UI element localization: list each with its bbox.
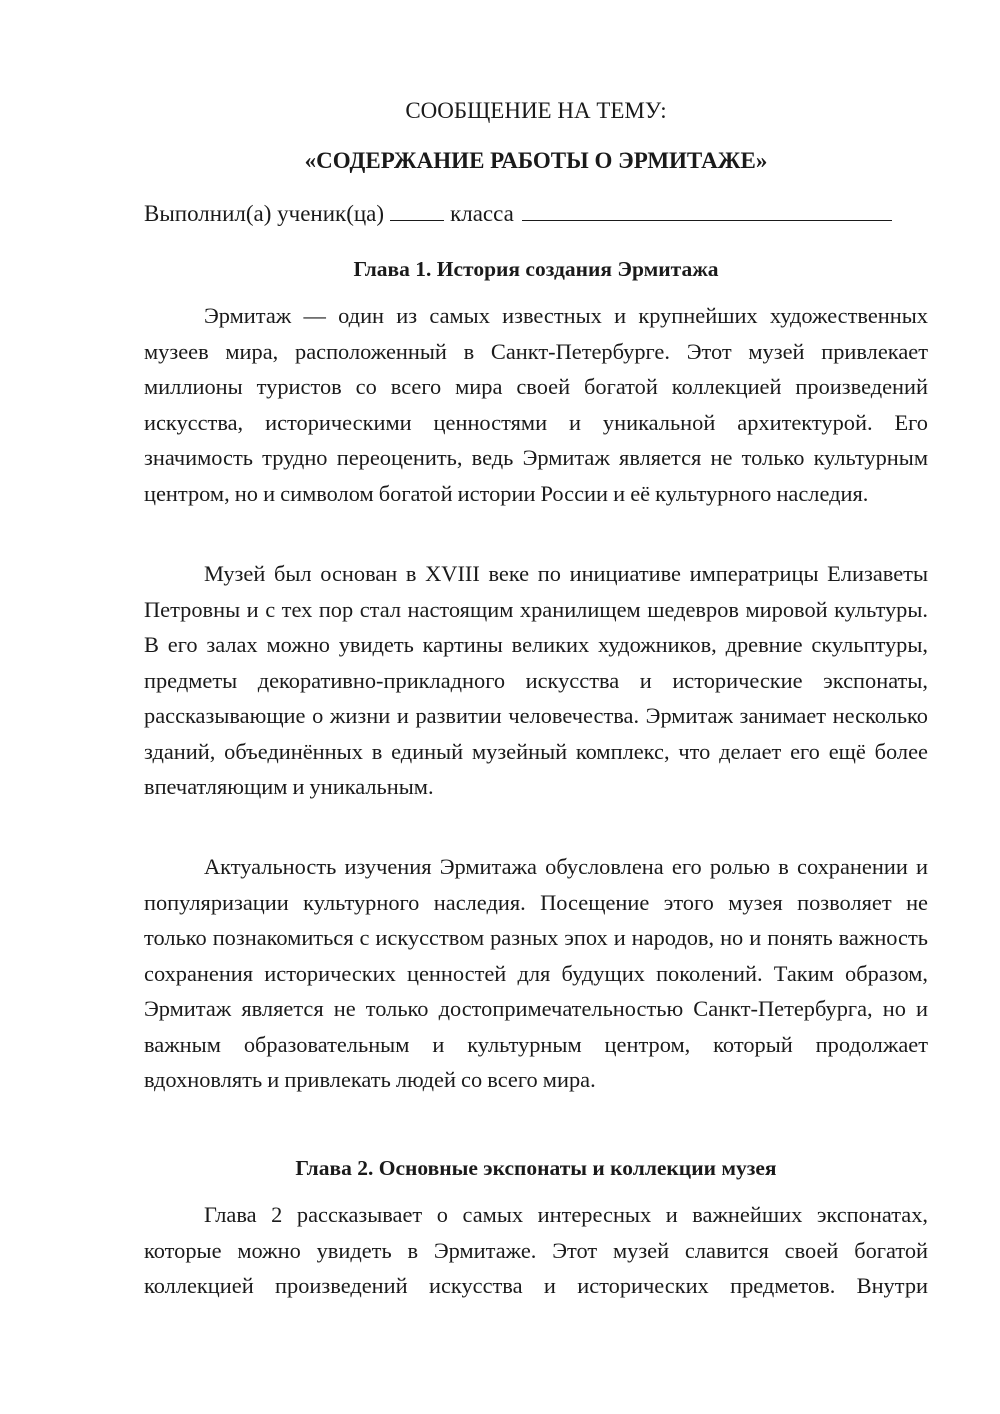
chapter-1-paragraph-3: Актуальность изучения Эрмитажа обусловлена его ролью в сохранении и популяризации культурного наследия. Посещение этого музея позволяет не только познакомиться с искусством разных эпох и народов, но и понять важность сохранения исторических ценностей для будущих поколений. Таким образом, Эрмитаж является не только достопримечательностью Санкт-Петербурга, но и важным образовательным и культурным центром, который продолжает вдохновлять и привлекать людей со всего мира. [144, 854, 928, 1092]
chapter-2-heading: Глава 2. Основные экспонаты и коллекции музея [295, 1156, 777, 1180]
document-title-line-2: «СОДЕРЖАНИЕ РАБОТЫ О ЭРМИТАЖЕ» [304, 148, 768, 173]
author-byline [144, 199, 928, 229]
chapter-1-paragraph-1: Эрмитаж — один из самых известных и крупнейших художественных музеев мира, расположенный в Санкт-Петербурге. Этот музей привлекает миллионы туристов со всего мира своей богатой коллекцией произведений искусства, историческими ценностями и уникальной архитектурой. Его значимость трудно переоценить, ведь Эрмитаж является не только культурным центром, но и символом богатой истории России и её культурного наследия. [144, 303, 928, 506]
byline-prefix: Выполнил(а) ученик(ца) [144, 201, 385, 226]
class-number-blank[interactable] [390, 200, 444, 221]
author-name-blank[interactable] [522, 200, 892, 221]
chapter-2-paragraph-1: Глава 2 рассказывает о самых интересных и важнейших экспонатах, которые можно увидеть в Эрмитаже. Этот музей славится своей богатой коллекцией произведений искусства и исторических предметов. Внутри [144, 1202, 928, 1298]
byline-middle: класса [450, 201, 514, 226]
chapter-1-paragraph-2: Музей был основан в XVIII веке по инициативе императрицы Елизаветы Петровны и с тех пор стал настоящим хранилищем шедевров мировой культуры. В его залах можно увидеть картины великих художников, древние скульптуры, предметы декоративно-прикладного искусства и исторические экспонаты, рассказывающие о жизни и развитии человечества. Эрмитаж занимает несколько зданий, объединённых в единый музейный комплекс, что делает его ещё более впечатляющим и уникальным. [144, 561, 928, 799]
document-title-line-1: СООБЩЕНИЕ НА ТЕМУ: [405, 98, 667, 123]
chapter-1-heading: Глава 1. История создания Эрмитажа [353, 257, 719, 281]
